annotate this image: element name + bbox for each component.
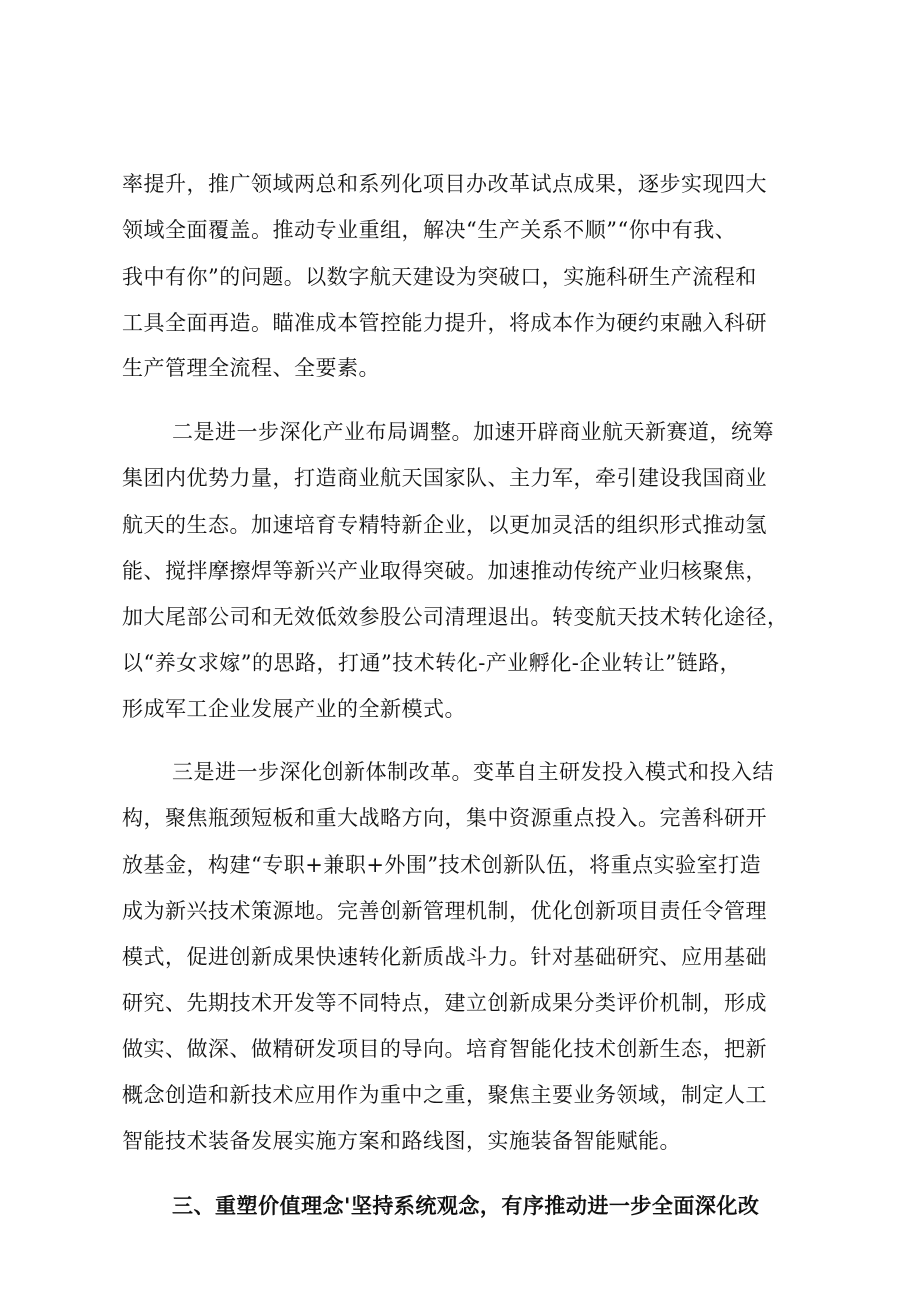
- paragraph-line: 形成军工企业发展产业的全新模式。: [122, 697, 466, 721]
- paragraph-line: 生产管理全流程、全要素。: [122, 356, 380, 380]
- section-heading: 三、重塑价值理念'坚持系统观念，有序推动进一步全面深化改: [172, 1194, 760, 1218]
- paragraph-line: 工具全面再造。瞄准成本管控能力提升，将成本作为硬约束融入科研: [122, 311, 767, 335]
- paragraph-line: 三是进一步深化创新体制改革。变革自主研发投入模式和投入结: [172, 760, 774, 784]
- paragraph-line: 构，聚焦瓶颈短板和重大战略方向，集中资源重点投入。完善科研开: [122, 806, 767, 830]
- paragraph-line: 能、搅拌摩擦焊等新兴产业取得突破。加速推动传统产业归核聚焦，: [122, 559, 767, 583]
- paragraph-line: 加大尾部公司和无效低效参股公司清理退出。转变航天技术转化途径，: [122, 605, 789, 629]
- paragraph-line: 做实、做深、做精研发项目的导向。培育智能化技术创新生态，把新: [122, 1037, 767, 1061]
- paragraph-line: 放基金，构建“专职+兼职+外围”技术创新队伍，将重点实验室打造: [122, 853, 762, 877]
- paragraph-line: 概念创造和新技术应用作为重中之重，聚焦主要业务领域，制定人工: [122, 1083, 767, 1107]
- paragraph-line: 二是进一步深化产业布局调整。加速开辟商业航天新赛道，统筹: [172, 420, 774, 444]
- paragraph-line: 航天的生态。加速培育专精特新企业，以更加灵活的组织形式推动氢: [122, 513, 767, 537]
- paragraph-line: 集团内优势力量，打造商业航天国家队、主力军，牵引建设我国商业: [122, 466, 767, 490]
- paragraph-line: 研究、先期技术开发等不同特点，建立创新成果分类评价机制，形成: [122, 991, 767, 1015]
- paragraph-line: 率提升，推广领域两总和系列化项目办改革试点成果，逐步实现四大: [122, 172, 767, 196]
- paragraph-line: 我中有你”的问题。以数字航天建设为突破口，实施科研生产流程和: [122, 265, 757, 289]
- paragraph-line: 以“养女求嫁”的思路，打通”技术转化-产业孵化-企业转让”链路，: [122, 651, 742, 675]
- paragraph-line: 智能技术装备发展实施方案和路线图，实施装备智能赋能。: [122, 1129, 681, 1153]
- paragraph-line: 领域全面覆盖。推动专业重组，解决“生产关系不顺”“你中有我、: [122, 218, 737, 242]
- paragraph-line: 成为新兴技术策源地。完善创新管理机制，优化创新项目责任令管理: [122, 899, 767, 923]
- paragraph-line: 模式，促进创新成果快速转化新质战斗力。针对基础研究、应用基础: [122, 945, 767, 969]
